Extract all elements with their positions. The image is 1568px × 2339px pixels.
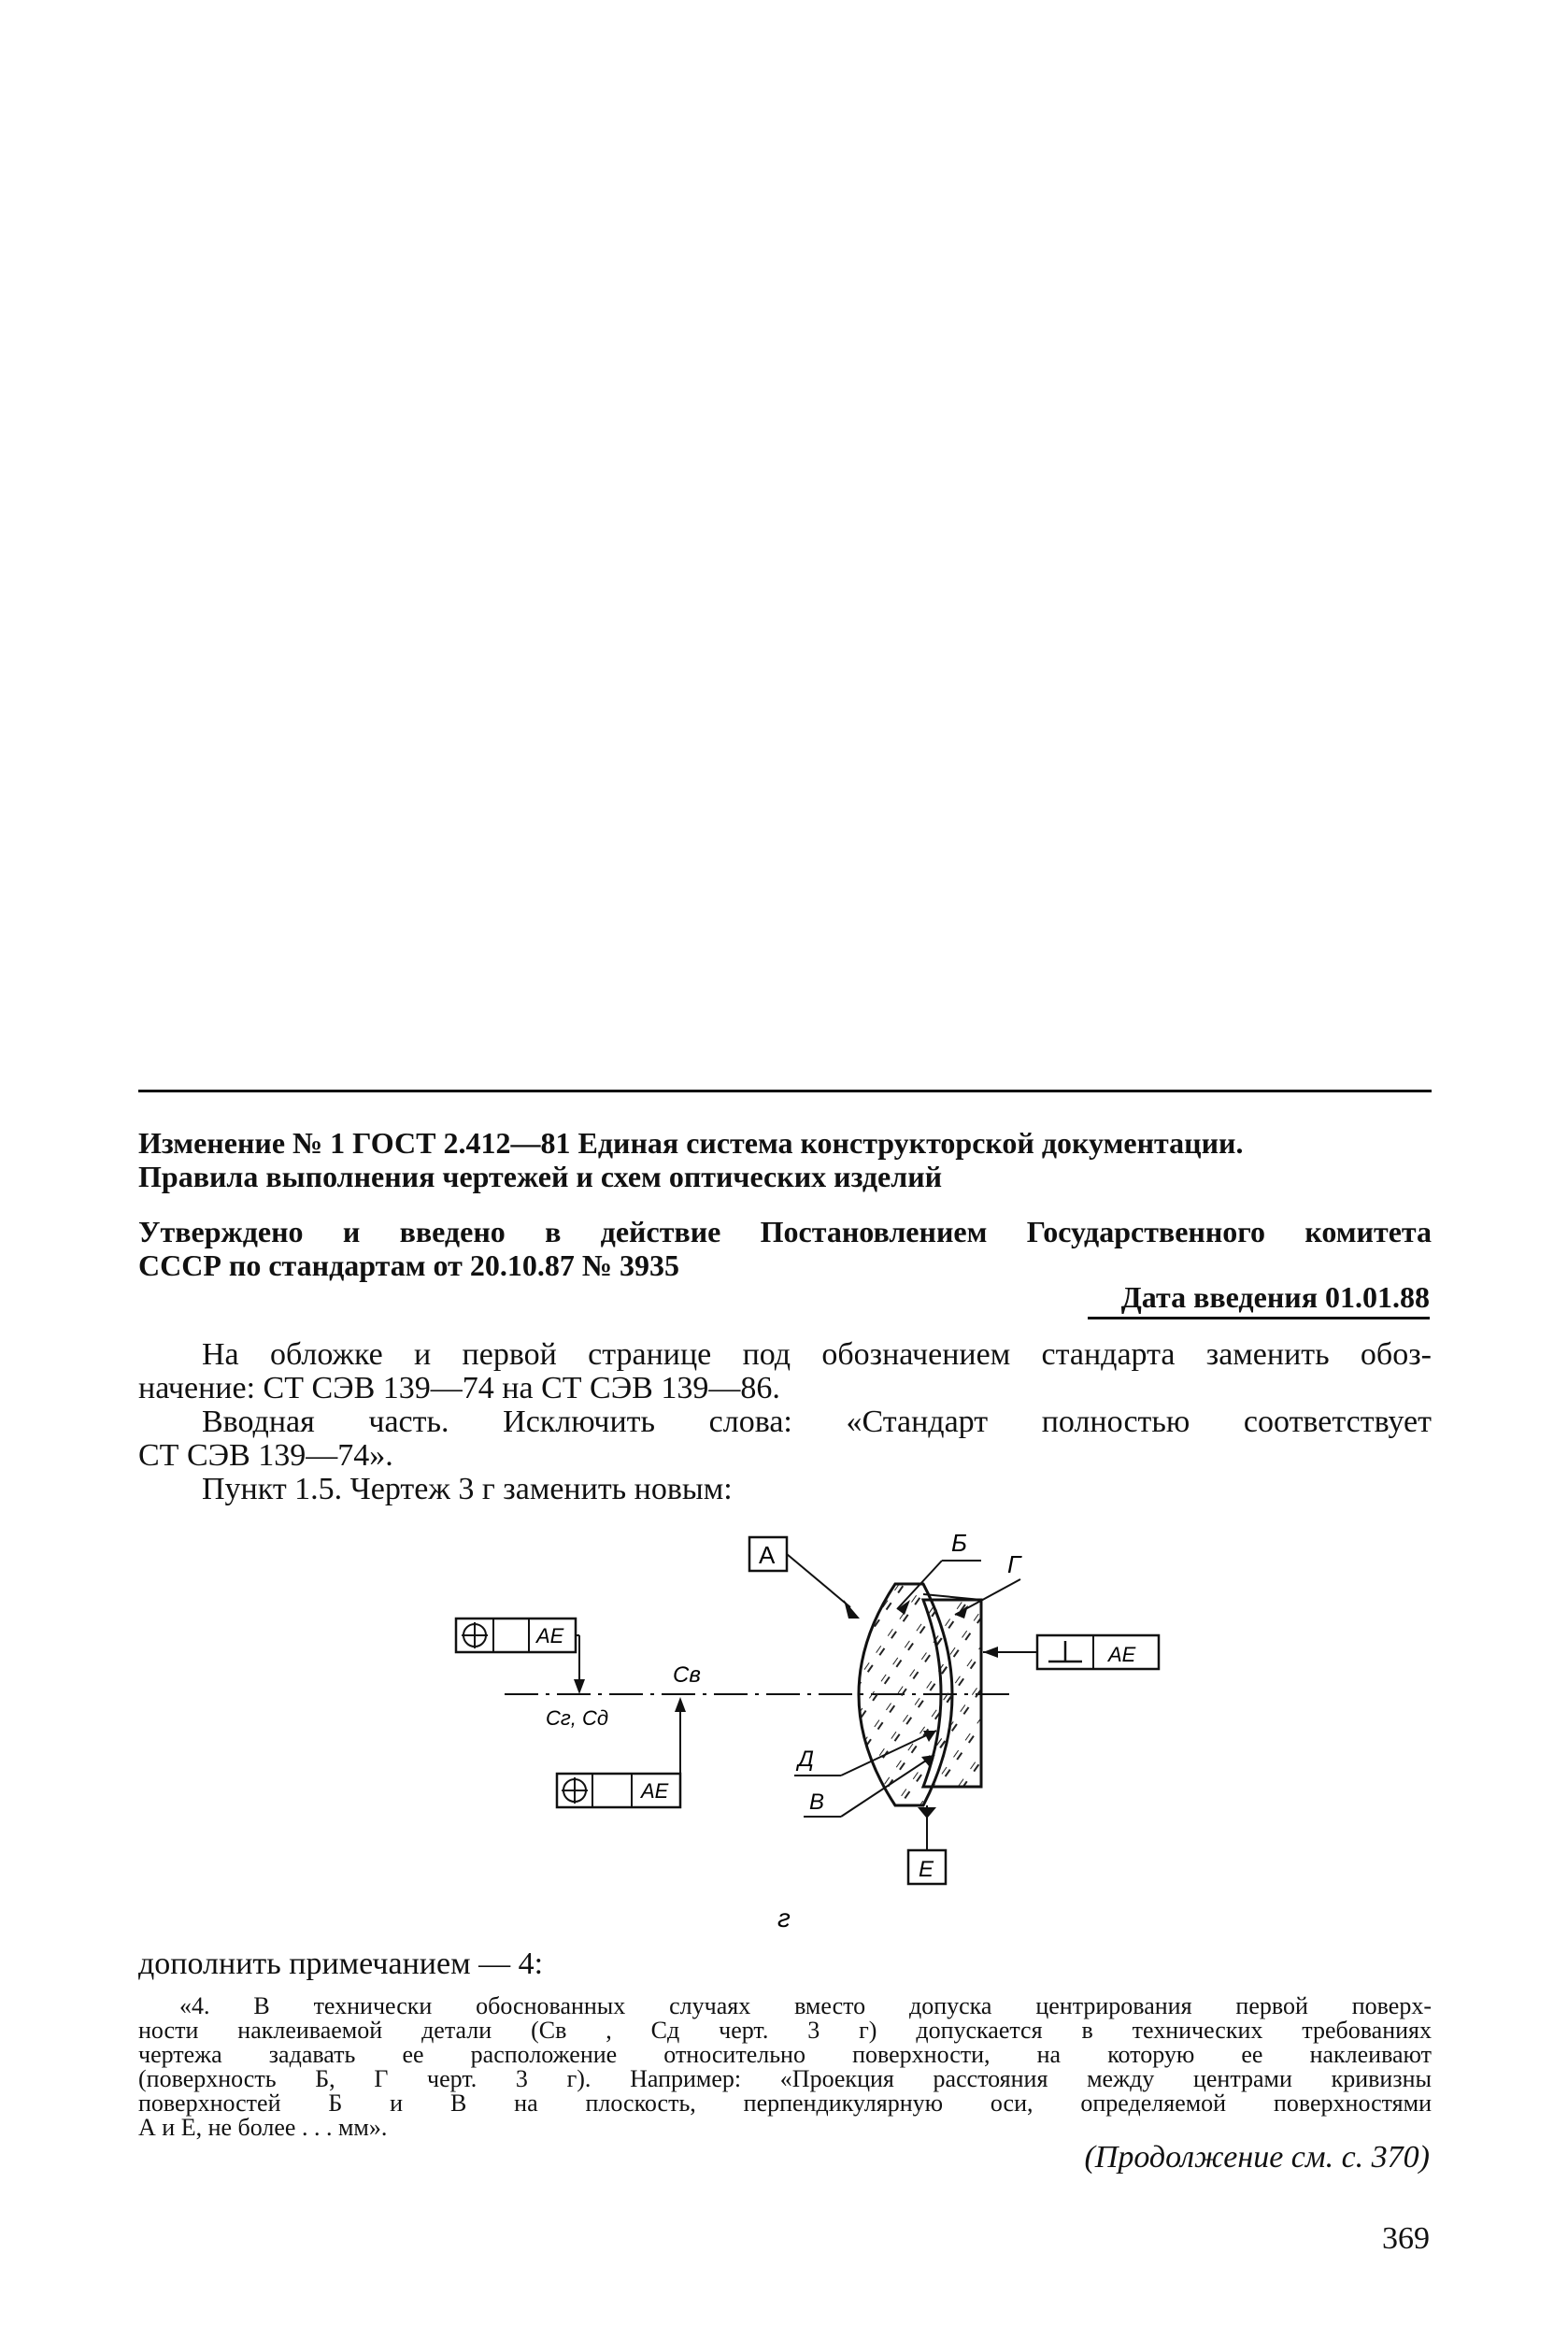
note-line6: А и Е, не более . . . мм». [138,2114,388,2141]
center-v-label: Cв [673,1662,701,1688]
surface-d-label: Д [798,1747,814,1772]
approval-line1: Утверждено и введено в действие Постановлением Государственного комитета [138,1215,1432,1248]
paragraph-1-line2: начение: СТ СЭВ 139—74 на СТ СЭВ 139—86. [138,1371,780,1405]
surface-b-label: Б [951,1529,967,1557]
datum-a-label: А [759,1541,776,1569]
note-line3: чертежа задавать ее расположение относительно поверхности, на которую ее наклеивают [138,2041,1432,2068]
paragraph-4: дополнить примечанием — 4: [138,1947,544,1981]
paragraph-2-line2: СТ СЭВ 139—74». [138,1438,393,1473]
figure-caption: г [777,1904,791,1933]
surface-g-label: Г [1007,1550,1021,1578]
note-line4: (поверхность Б, Г черт. 3 г). Например: «Проекция расстояния между центрами кривизны [138,2065,1432,2092]
amendment-title-line1: Изменение № 1 ГОСТ 2.412—81 Единая система конструкторской документации. [138,1126,1244,1160]
continuation-note: (Продолжение см. с. 370) [1084,2140,1430,2175]
datum-e-label: Е [919,1857,934,1882]
top-frame-datums: AE [536,1624,564,1647]
note-line1: «4. В технически обоснованных случаях вместо допуска центрирования первой поверх- [179,1992,1432,2019]
page-number: 369 [1382,2221,1430,2256]
paragraph-3: Пункт 1.5. Чертеж 3 г заменить новым: [202,1472,733,1506]
note-line5: поверхностей Б и В на плоскость, перпендикулярную оси, определяемой поверхностями [138,2089,1432,2117]
note-line2: ности наклеиваемой детали (Cв , Cд черт. 3 г) допускается в технических требованиях [138,2017,1432,2044]
center-g-d-label: Cг, Cд [546,1706,609,1730]
introduction-date: Дата введения 01.01.88 [1088,1280,1430,1319]
right-frame-datums: AE [1108,1643,1136,1666]
perpendicularity-frame [1037,1635,1159,1669]
amendment-title-line2: Правила выполнения чертежей и схем оптических изделий [138,1160,943,1193]
surface-v-label: В [809,1790,825,1815]
bottom-frame-datums: AE [641,1779,669,1803]
approval-line2: СССР по стандартам от 20.10.87 № 3935 [138,1248,679,1282]
paragraph-1-line1: На обложке и первой странице под обозначением стандарта заменить обоз- [202,1337,1432,1372]
paragraph-2-line1: Вводная часть. Исключить слова: «Стандарт полностью соответствует [202,1405,1432,1439]
